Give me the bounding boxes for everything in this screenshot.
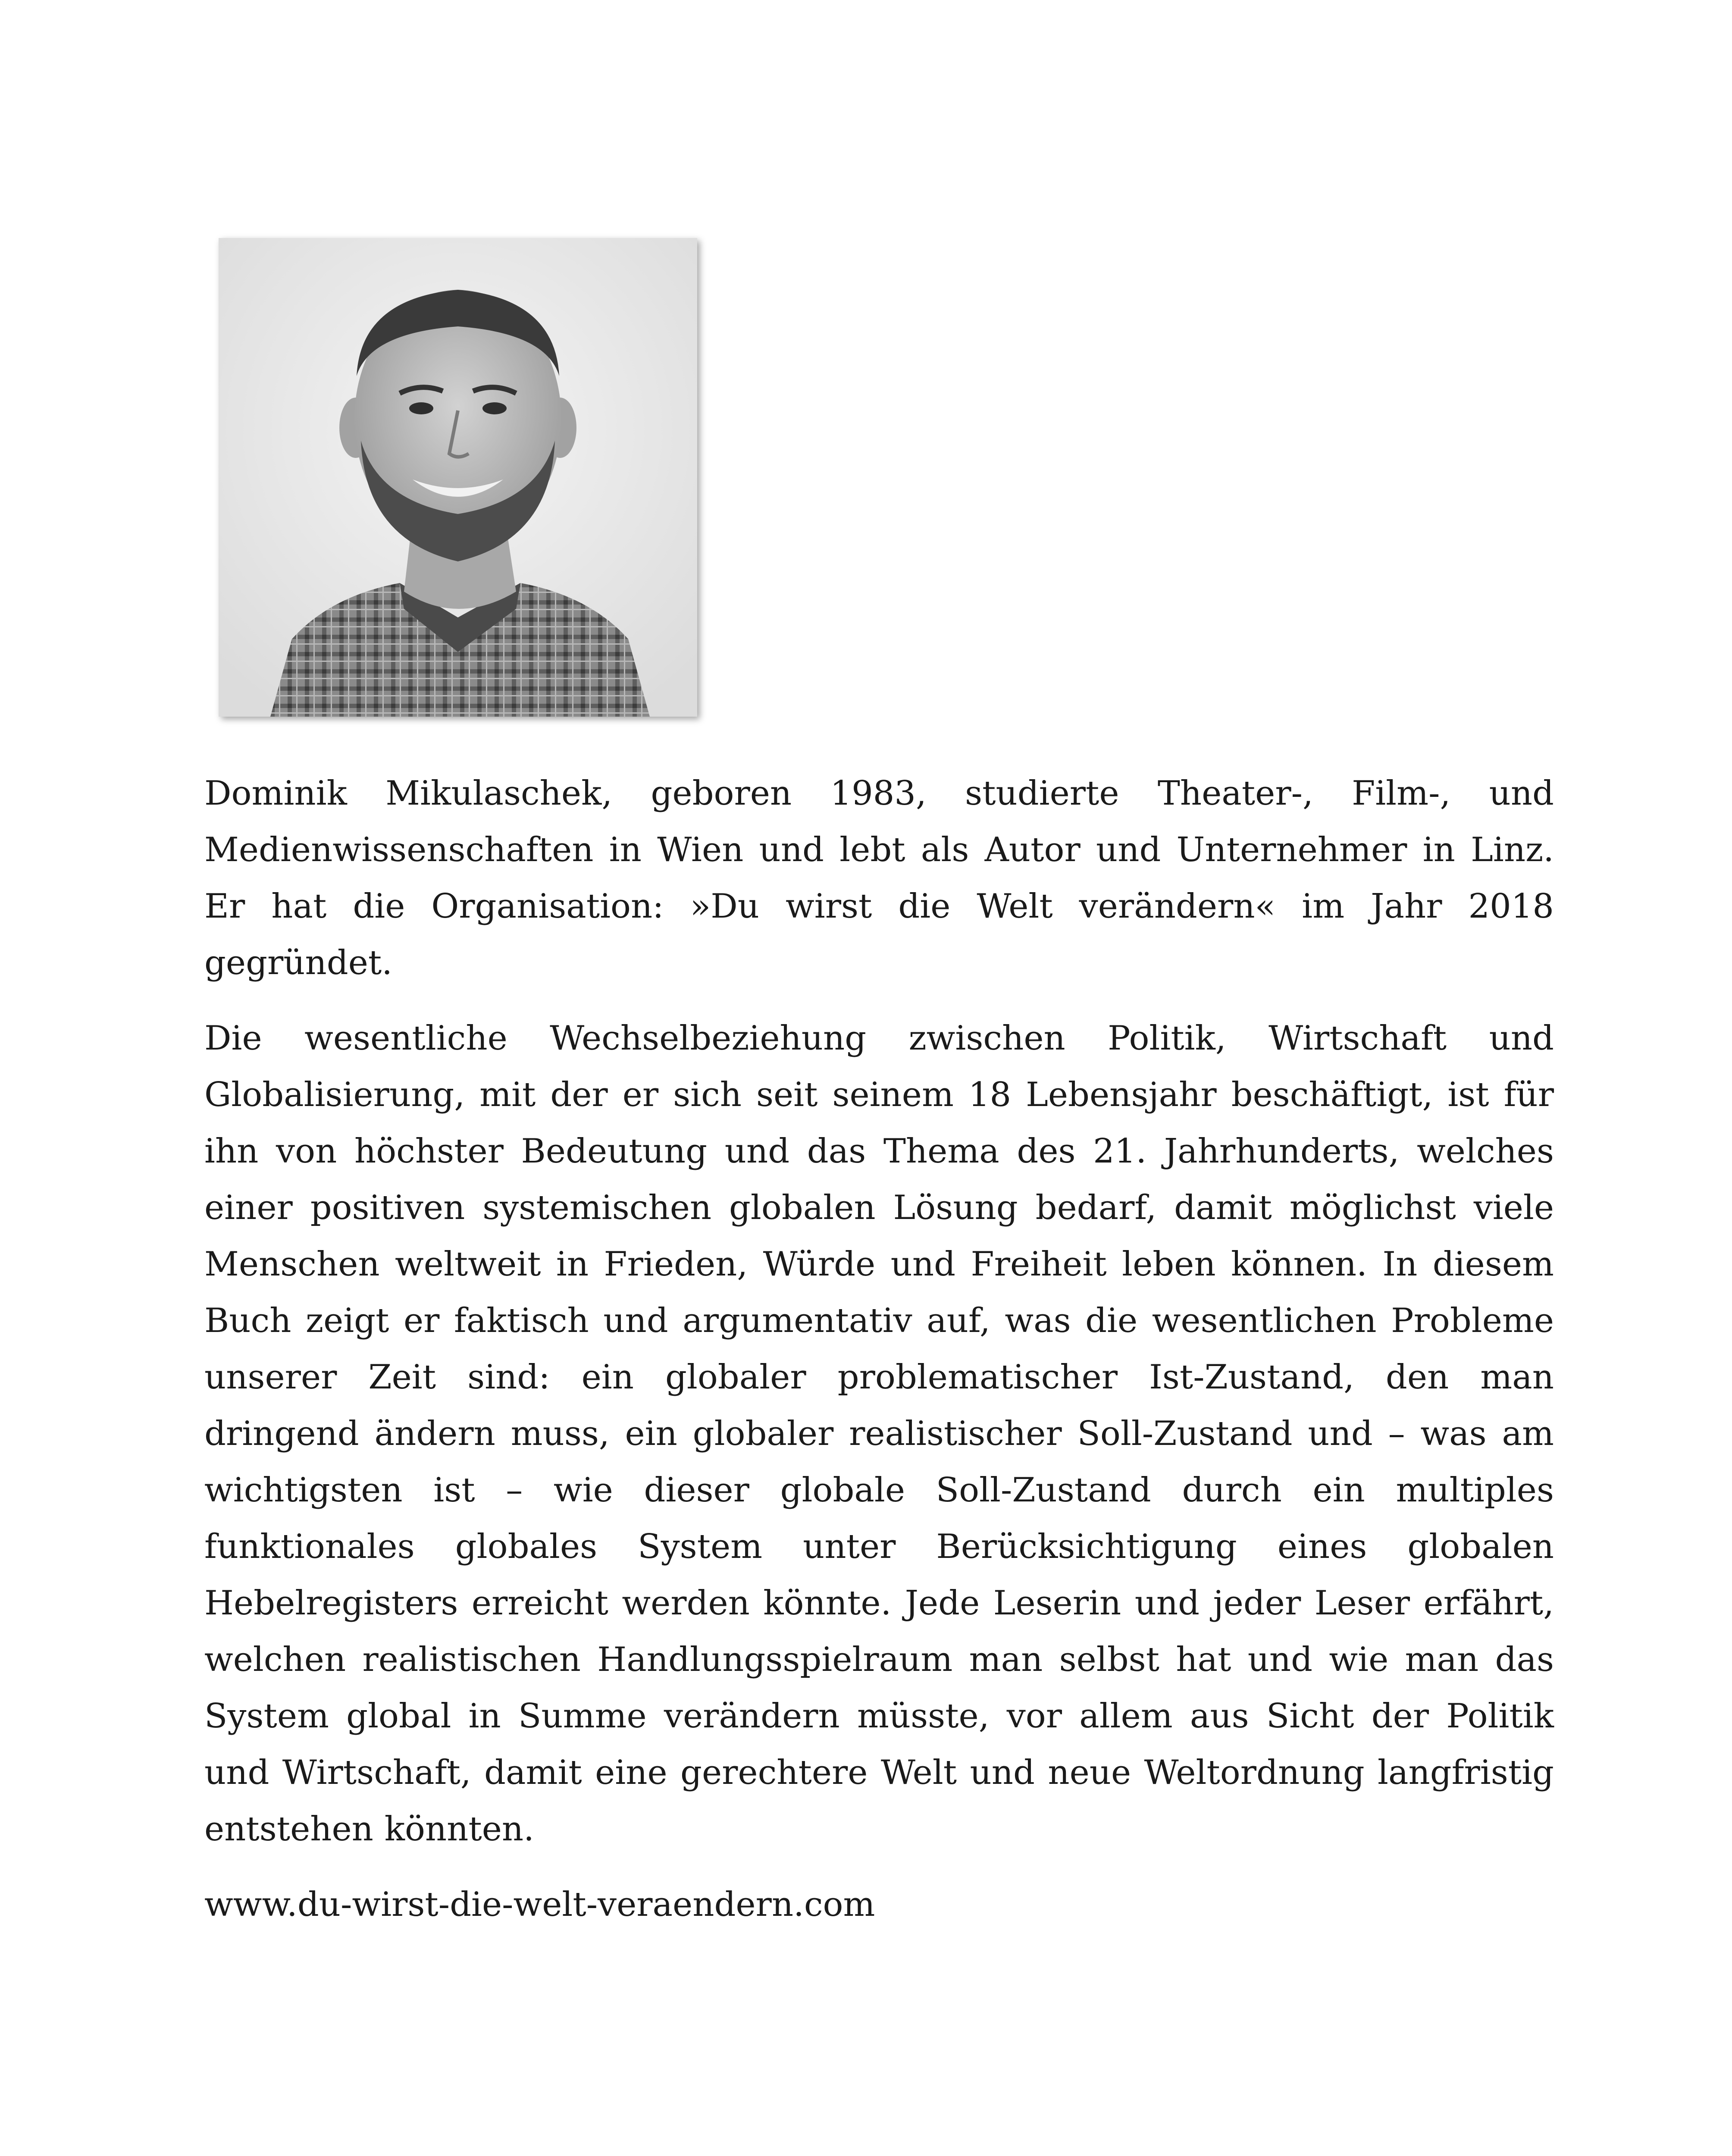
author-bio: Dominik Mikulaschek, geboren 1983, studierte Theater-, Film-, und Medienwissenschaften in Wien und lebt als Autor und Unternehmer in Linz. Er hat die Organisation: »Du wirst die Welt verändern« im Jahr 2018 gegründet. — [204, 774, 1554, 982]
book-description: Die wesentliche Wechselbeziehung zwischen Politik, Wirtschaft und Globalisierung, mit der er sich seit seinem 18 Lebensjahr beschäftigt, ist für ihn von höchster Bedeutung und das Thema des 21. Jahrhunderts, welches einer positiven systemischen globalen Lösung bedarf, damit möglichst viele Menschen weltweit in Frieden, Würde und Freiheit leben können. In diesem Buch zeigt er faktisch und argumentativ auf, was die wesentlichen Probleme unserer Zeit sind: ein globaler problematischer Ist-Zustand, den man dringend ändern muss, ein globaler realistischer Soll-Zustand und – was am wichtigsten ist – wie dieser globale Soll-Zustand durch ein multiples funktionales globales System unter Berücksichtigung eines globalen Hebelregisters erreicht werden könnte. Jede Leserin und jeder Leser erfährt, welchen realistischen Handlungsspielraum man selbst hat und wie man das System global in Summe verändern müsste, vor allem aus Sicht der Politik und Wirtschaft, damit eine gerechtere Welt und neue Weltordnung langfristig entstehen könnten. — [204, 1019, 1554, 1849]
author-text — [204, 765, 1554, 1933]
author-portrait-icon — [219, 238, 697, 717]
author-photo — [219, 238, 697, 717]
website-link[interactable]: www.du-wirst-die-welt-veraendern.com — [204, 1885, 875, 1924]
